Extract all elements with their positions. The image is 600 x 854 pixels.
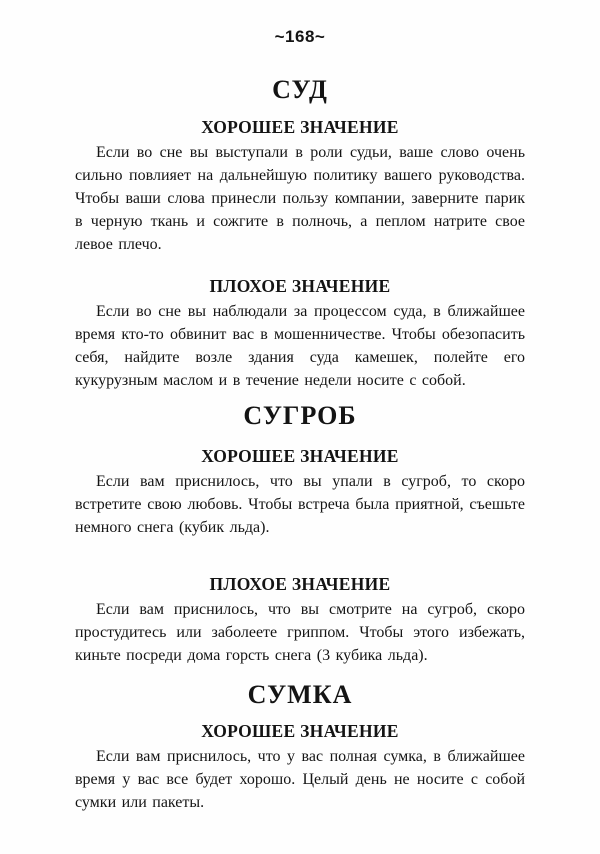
bad-meaning-heading: ПЛОХОЕ ЗНАЧЕНИЕ — [209, 574, 391, 594]
good-meaning-heading: ХОРОШЕЕ ЗНАЧЕНИЕ — [201, 117, 399, 137]
bad-meaning-heading: ПЛОХОЕ ЗНАЧЕНИЕ — [209, 276, 391, 296]
dream-entry-sugrob — [75, 402, 525, 667]
bad-meaning-text: Если вам приснилось, что вы смотрите на сугроб, скоро простудитесь или заболеете гриппом. Чтобы этого избежать, киньте посреди дома горсть снега (3 кубика льда). — [75, 601, 525, 664]
entry-title: СУГРОБ — [243, 401, 357, 430]
good-meaning-heading: ХОРОШЕЕ ЗНАЧЕНИЕ — [201, 721, 399, 741]
page-number: ~168~ — [274, 27, 326, 46]
good-meaning-heading: ХОРОШЕЕ ЗНАЧЕНИЕ — [201, 446, 399, 466]
good-meaning-text: Если вам приснилось, что вы упали в сугроб, то скоро встретите свою любовь. Чтобы встреча была приятной, съешьте немного снега (кубик льда). — [75, 473, 525, 536]
good-meaning-text: Если вам приснилось, что у вас полная сумка, в ближайшее время у вас все будет хорошо. Целый день не носите с собой сумки или пакеты. — [75, 748, 525, 811]
entry-title: СУД — [272, 75, 328, 104]
dream-entry-sud — [75, 76, 525, 392]
entry-title: СУМКА — [247, 680, 353, 709]
bad-meaning-text: Если во сне вы наблюдали за процессом суда, в ближайшее время кто-то обвинит вас в мошенничестве. Чтобы обезопасить себя, найдите возле здания суда камешек, полейте его кукурузным маслом и в течение недели носите с собой. — [75, 303, 525, 389]
good-meaning-text: Если во сне вы выступали в роли судьи, ваше слово очень сильно повлияет на дальнейшую политику вашего руководства. Чтобы ваши слова принесли пользу компании, заверните парик в черную ткань и сожгите в полночь, а пеплом натрите свое левое плечо. — [75, 144, 525, 253]
dream-entry-sumka — [75, 681, 525, 814]
